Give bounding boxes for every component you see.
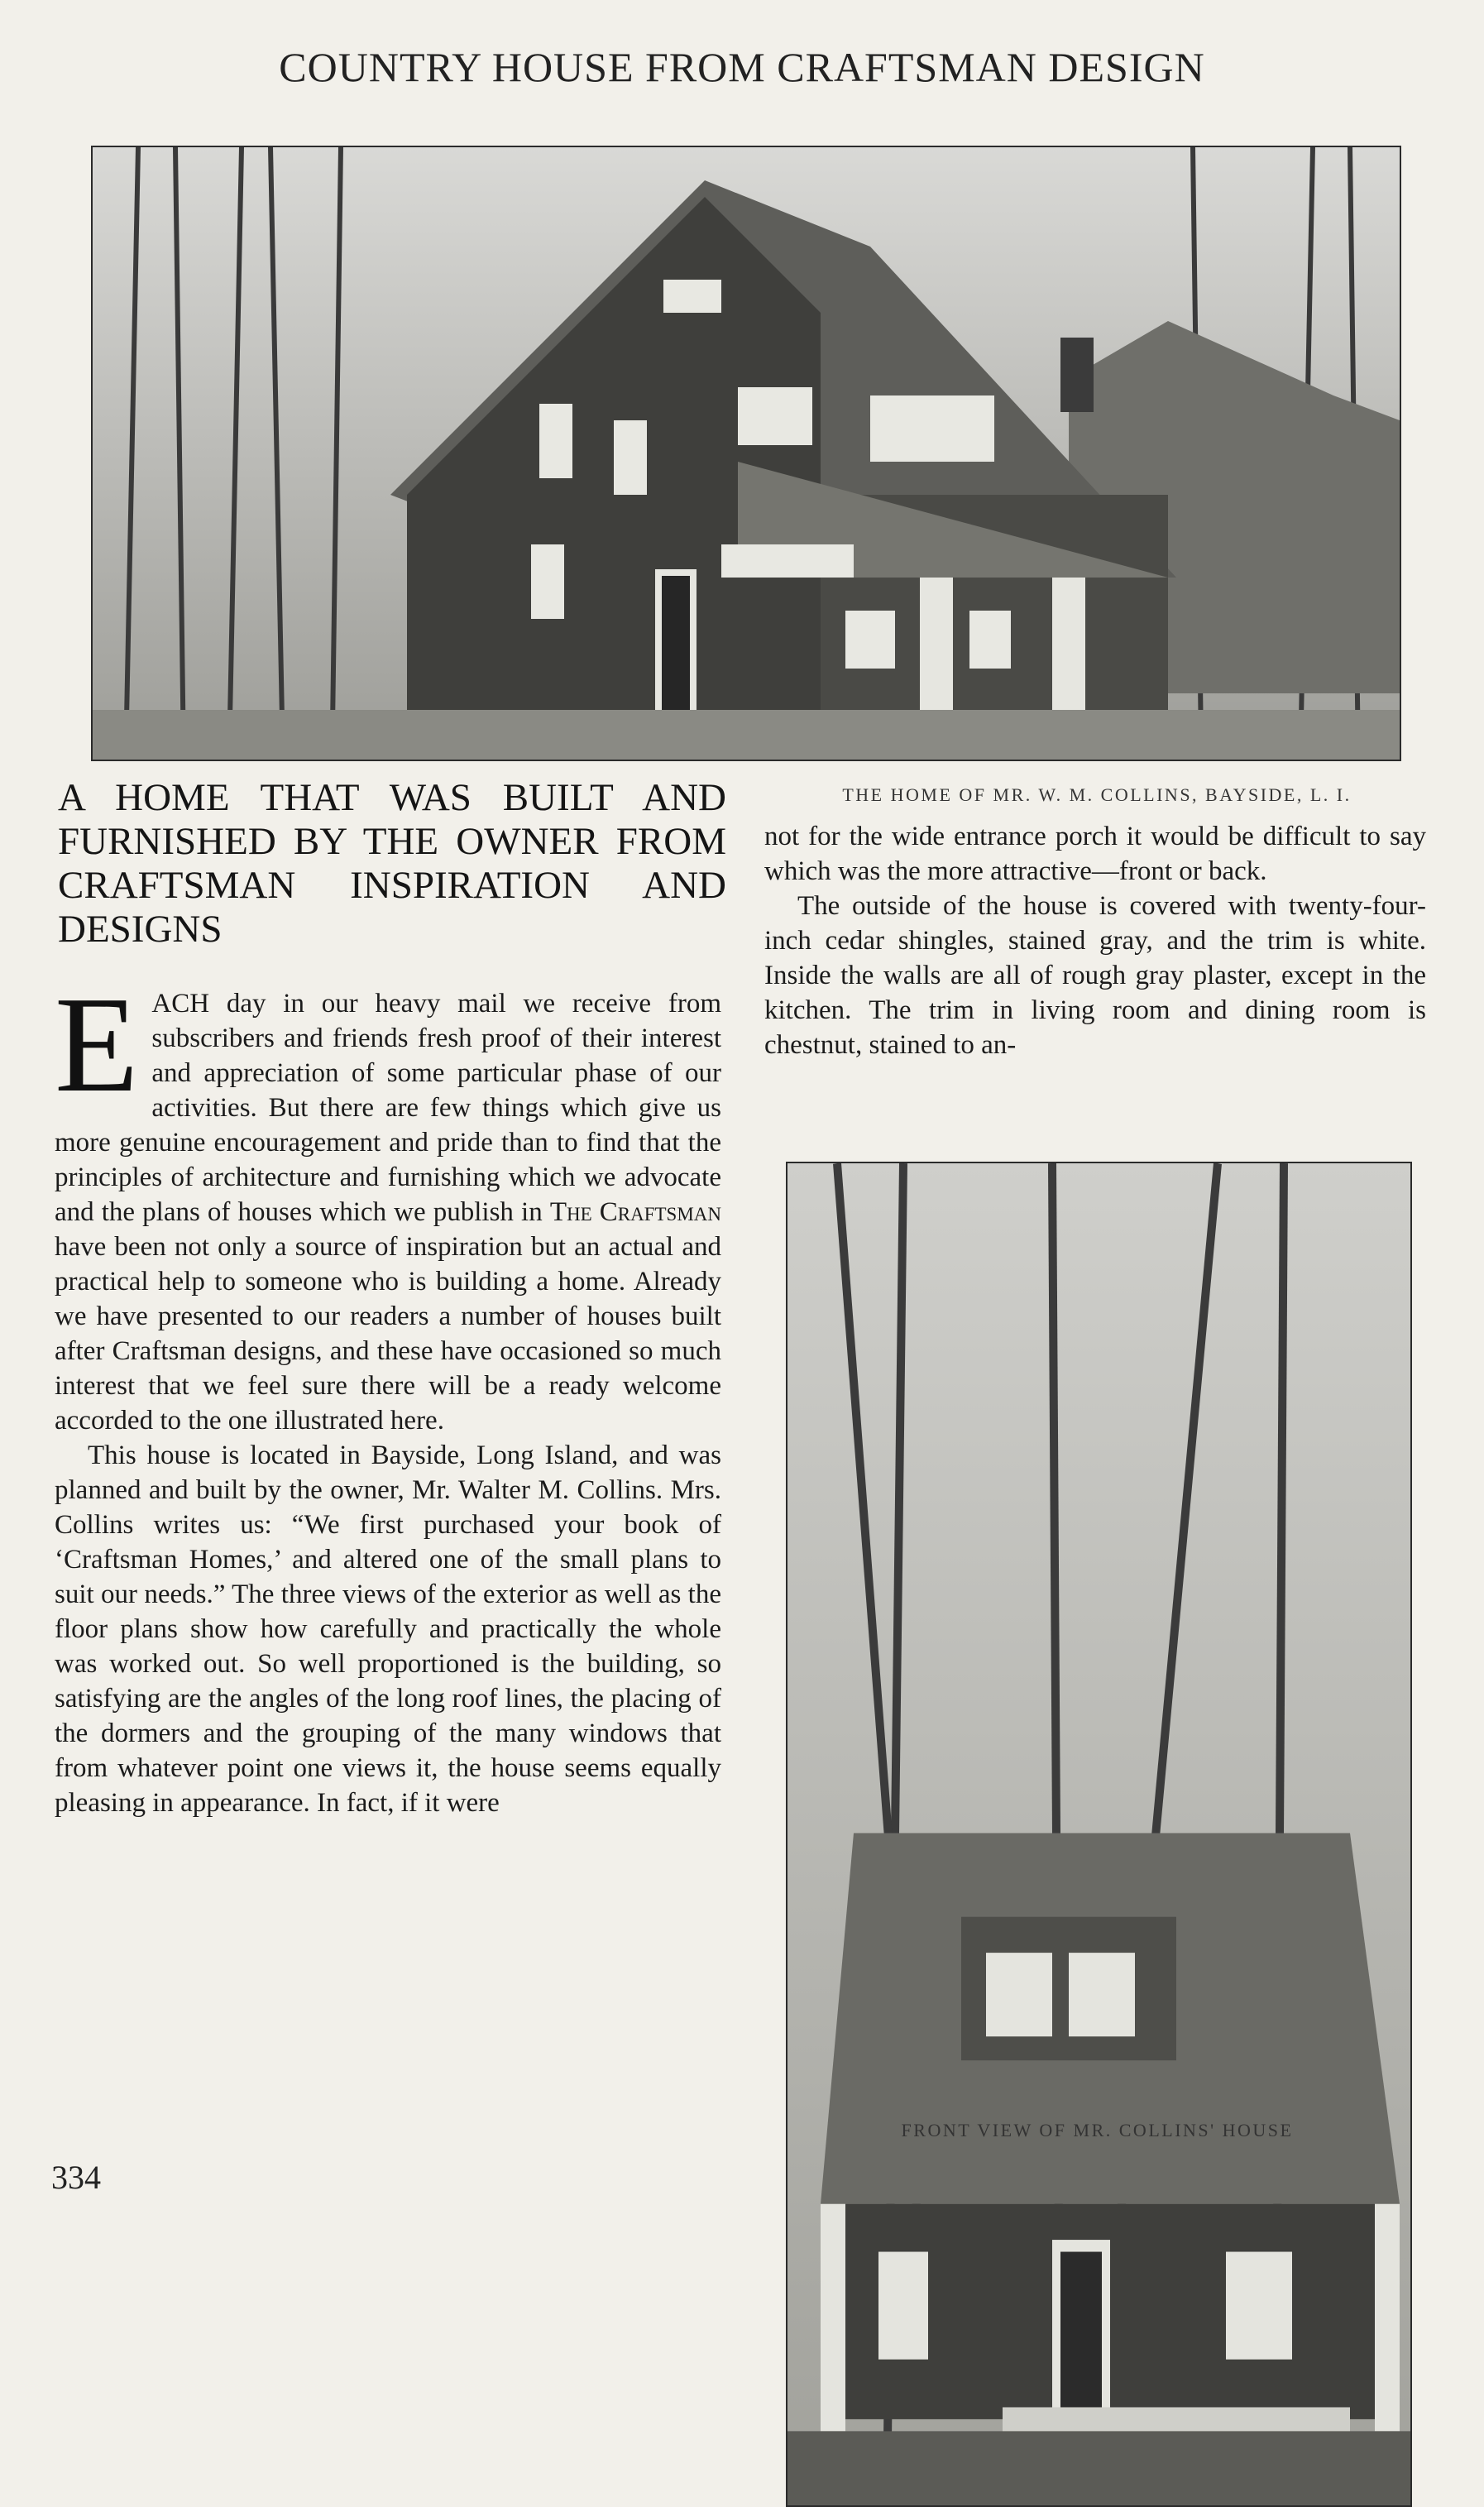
- house-photo-illustration: [93, 147, 1400, 760]
- paragraph-1-end: have been not only a source of inspiration but an actual and practical help to someone who is building a home. Already we have presented to our readers a number of houses built after Craftsman designs, and these have occasioned so much interest that we feel sure there will be a ready welcome accorded to the one illustrated here.: [55, 1232, 721, 1436]
- article-paragraph-2: This house is located in Bayside, Long Island, and was planned and built by the owner, Mr. Walter M. Collins. Mrs. Collins writes us: “We first purchased your book of ‘Craftsman Homes,’ and altered one of the small plans to suit our needs.” The three views of the exterior as well as the floor plans show how carefully and practically the whole was worked out. So well proportioned is the building, so satisfying are the angles of the long roof lines, the placing of the dormers and the grouping of the many windows that from whatever point one views it, the house seems equally pleasing in appearance. In fact, if it were: [55, 1440, 721, 1818]
- running-head: COUNTRY HOUSE FROM CRAFTSMAN DESIGN: [279, 44, 1205, 90]
- article-left-column: [55, 968, 721, 1820]
- paragraph-1-start: ACH day in our heavy mail we receive from subscribers and friends fresh proof of their interest and appreciation of some particular phase of our activities. But there are few things which give us more genuine encouragement and pride than to find that the principles of architecture and furnishing which we advocate and the plans of houses which we publish in: [55, 989, 721, 1227]
- front-view-illustration: [787, 1163, 1410, 2505]
- article-headline: A HOME THAT WAS BUILT AND FURNISHED BY THE OWNER FROM CRAFTSMAN INSPIRATION AND DESIGNS: [58, 776, 726, 951]
- top-photo-caption: THE HOME OF MR. W. M. COLLINS, BAYSIDE, L. I.: [842, 784, 1352, 805]
- article-paragraph-4: The outside of the house is covered with twenty-four-inch cedar shingles, stained gray, and the trim is white. Inside the walls are all of rough gray plaster, except in the kitchen. The trim in living room and dining room is chestnut, stained to an-: [764, 891, 1426, 1060]
- magazine-name: The Craftsman: [549, 1197, 721, 1227]
- drop-cap: E: [55, 968, 139, 1120]
- front-view-photo: [786, 1162, 1412, 2507]
- front-photo-caption: FRONT VIEW OF MR. COLLINS' HOUSE: [901, 2120, 1294, 2140]
- article-paragraph-1: [55, 968, 721, 1438]
- house-photo: [91, 146, 1401, 761]
- article-paragraph-3: not for the wide entrance porch it would be difficult to say which was the more attractive—front or back.: [764, 822, 1426, 886]
- article-right-column: [764, 819, 1426, 1062]
- page-number: 334: [51, 2159, 101, 2196]
